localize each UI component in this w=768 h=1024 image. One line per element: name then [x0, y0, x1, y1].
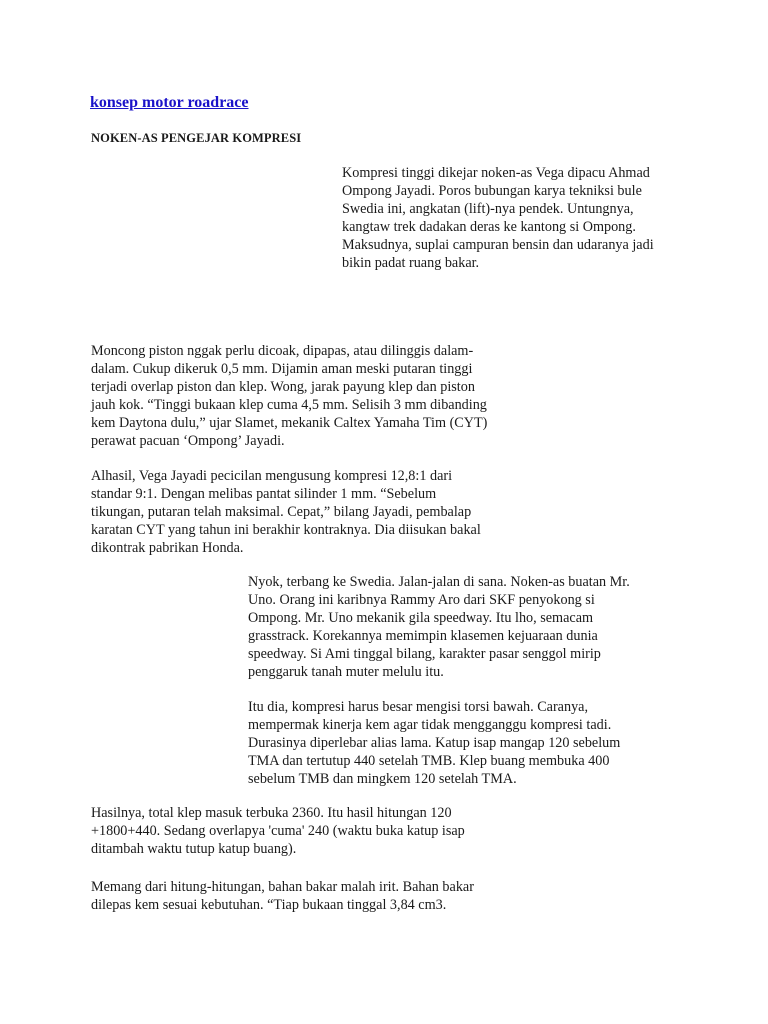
- paragraph-2: Moncong piston nggak perlu dicoak, dipapas, atau dilinggis dalam- dalam. Cukup dikeruk 0,5 mm. Dijamin aman meski putaran tinggi terjadi overlap piston dan klep. Wong, jarak payung klep dan piston jauh kok. “Tinggi bukaan klep cuma 4,5 mm. Selisih 3 mm dibanding kem Daytona dulu,” ujar Slamet, mekanik Caltex Yamaha Tim (CYT) perawat pacuan ‘Ompong’ Jayadi.: [91, 343, 488, 450]
- title-link[interactable]: konsep motor roadrace: [90, 94, 249, 111]
- paragraph-5: Itu dia, kompresi harus besar mengisi torsi bawah. Caranya, mempermak kinerja kem agar tidak mengganggu kompresi tadi. Durasinya diperlebar alias lama. Katup isap mangap 120 sebelum TMA dan tertutup 440 setelah TMB. Klep buang membuka 400 sebelum TMB dan mingkem 120 setelah TMA.: [248, 699, 621, 788]
- paragraph-7: Memang dari hitung-hitungan, bahan bakar malah irit. Bahan bakar dilepas kem sesuai kebutuhan. “Tiap bukaan tinggal 3,84 cm3.: [91, 879, 474, 914]
- paragraph-4: Nyok, terbang ke Swedia. Jalan-jalan di sana. Noken-as buatan Mr. Uno. Orang ini karibnya Rammy Aro dari SKF penyokong si Ompong. Mr. Uno mekanik gila speedway. Itu lho, semacam grasstrack. Korekannya memimpin klasemen kejuaraan dunia speedway. Si Ami tinggal bilang, karakter pasar senggol mirip penggaruk tanah muter melulu itu.: [248, 574, 630, 681]
- paragraph-3: Alhasil, Vega Jayadi pecicilan mengusung kompresi 12,8:1 dari standar 9:1. Dengan melibas pantat silinder 1 mm. “Sebelum tikungan, putaran telah maksimal. Cepat,” bilang Jayadi, pembalap karatan CYT yang tahun ini berakhir kontraknya. Dia diisukan bakal dikontrak pabrikan Honda.: [91, 468, 481, 557]
- paragraph-6: Hasilnya, total klep masuk terbuka 2360. Itu hasil hitungan 120 +1800+440. Sedang overlapya 'cuma' 240 (waktu buka katup isap ditambah waktu tutup katup buang).: [91, 805, 465, 858]
- paragraph-1: Kompresi tinggi dikejar noken-as Vega dipacu Ahmad Ompong Jayadi. Poros bubungan karya tekniksi bule Swedia ini, angkatan (lift)-nya pendek. Untungnya, kangtaw trek dadakan deras ke kantong si Ompong. Maksudnya, suplai campuran bensin dan udaranya jadi bikin padat ruang bakar.: [342, 165, 654, 272]
- article-subtitle: NOKEN-AS PENGEJAR KOMPRESI: [91, 131, 302, 145]
